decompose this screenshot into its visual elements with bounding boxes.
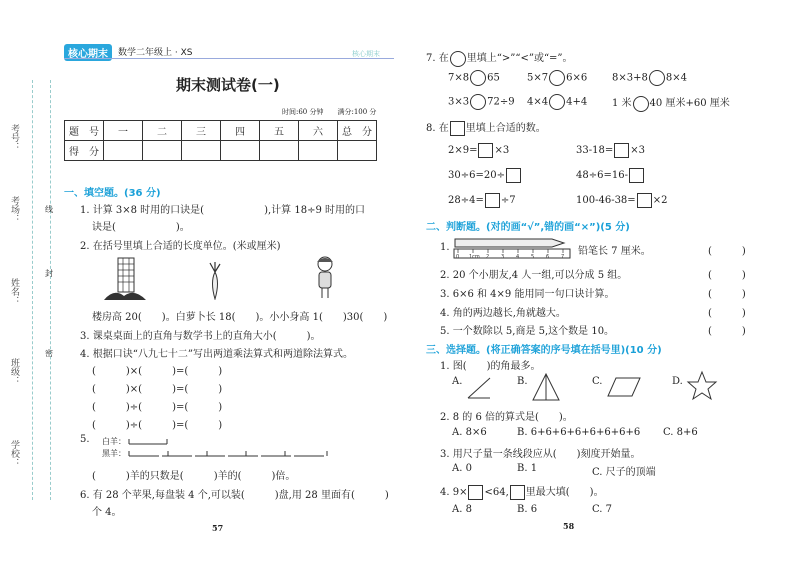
- q8-item: 100-46-38= ×2: [576, 195, 668, 206]
- choice-q3: 3. 用尺子量一条线段应从( )刻度开始量。: [440, 449, 641, 460]
- gutter-name: 姓名：: [9, 278, 19, 305]
- q2-text: 2. 在括号里填上合适的长度单位。(米或厘米): [80, 241, 281, 252]
- gutter-line-1: [32, 80, 33, 500]
- tf-item-3: 3. 6×6 和 4×9 能用同一句口诀计算。: [440, 289, 615, 300]
- tf-answer-paren[interactable]: ( ): [708, 270, 746, 281]
- section-choice-heading: 三、选择题。(将正确答案的序号填在括号里)(10 分): [426, 345, 662, 356]
- score-table: [64, 120, 377, 161]
- choice-q1-option-d[interactable]: D.: [672, 376, 683, 387]
- q4-row: ( )×( )=( ): [92, 366, 223, 377]
- triangle-icon: [531, 372, 561, 402]
- answer-box[interactable]: [478, 143, 493, 158]
- answer-box[interactable]: [629, 168, 644, 183]
- circle-blank-icon: [450, 51, 466, 67]
- ruler-label: 1cm: [469, 254, 480, 260]
- score-cell[interactable]: [299, 141, 338, 161]
- gutter-school: 学校：: [9, 440, 19, 467]
- compare-circle[interactable]: [470, 94, 486, 110]
- gutter-exam-room: 考场：: [9, 196, 19, 223]
- q5-black-bar: [128, 448, 328, 458]
- square-blank-icon: [450, 121, 465, 136]
- score-header-cell: 一: [104, 121, 143, 141]
- q1-line2: 诀是( )。: [92, 222, 190, 233]
- radish-image: [204, 262, 226, 300]
- ruler-label: 7: [561, 254, 565, 260]
- q7-row2-item: 3×3 72÷9: [448, 94, 515, 110]
- choice-q3-option-b[interactable]: B. 1: [517, 463, 538, 474]
- choice-q4-option-b[interactable]: B. 6: [517, 504, 538, 515]
- q5-white-label: 白羊：: [102, 437, 126, 446]
- q8-item: 28÷4= ÷7: [448, 195, 516, 206]
- q7-row1-item: 5×7 6×6: [527, 70, 587, 86]
- q5-answer: ( )羊的只数是( )羊的( )倍。: [92, 471, 296, 482]
- page-number-left: 57: [212, 523, 224, 533]
- score-header-cell: 题 号: [65, 121, 104, 141]
- answer-box[interactable]: [485, 193, 500, 208]
- tf-item-4: 4. 角的两边越长,角就越大。: [440, 308, 566, 319]
- angle-icon: [466, 374, 492, 400]
- q1-line1: 1. 计算 3×8 时用的口诀是( ),计算 18÷9 时用的口: [80, 205, 365, 216]
- score-cell[interactable]: [260, 141, 299, 161]
- q7-row1-item: 8×3+8 8×4: [612, 70, 687, 86]
- ruler-label: 5: [531, 254, 535, 260]
- q4-row: ( )÷( )=( ): [92, 420, 223, 431]
- answer-box[interactable]: [614, 143, 629, 158]
- ruler-label: 6: [546, 254, 550, 260]
- seal-char-line: 线: [45, 205, 53, 214]
- page-number-right: 58: [563, 521, 575, 531]
- exam-meta: 时间:60 分钟 满分:100 分: [282, 108, 377, 116]
- star-icon: [686, 370, 718, 402]
- ruler-label: 4: [516, 254, 520, 260]
- tf-item-2: 2. 20 个小朋友,4 人一组,可以分成 5 组。: [440, 270, 628, 281]
- header-subject: 数学二年级上 · XS: [118, 48, 193, 58]
- tf-answer-paren[interactable]: ( ): [708, 289, 746, 300]
- score-header-cell: 四: [221, 121, 260, 141]
- pencil-ruler-image: [452, 236, 572, 260]
- choice-q4-option-a[interactable]: A. 8: [452, 504, 472, 515]
- score-header-cell: 六: [299, 121, 338, 141]
- q7-heading-a: 7. 在: [426, 53, 449, 64]
- q8-heading: 8. 在 里填上合适的数。: [426, 123, 546, 134]
- tf-item-5: 5. 一个数除以 5,商是 5,这个数是 10。: [440, 326, 615, 337]
- choice-q1-option-b[interactable]: B.: [517, 376, 528, 387]
- compare-circle[interactable]: [470, 70, 486, 86]
- score-header-cell: 五: [260, 121, 299, 141]
- choice-q2-option-b[interactable]: B. 6+6+6+6+6+6+6+6: [517, 427, 641, 438]
- answer-box: [510, 485, 525, 500]
- q8-item: 33-18= ×3: [576, 145, 645, 156]
- tf-answer-paren[interactable]: ( ): [708, 326, 746, 337]
- score-cell[interactable]: [104, 141, 143, 161]
- ruler-label: 0: [456, 254, 460, 260]
- score-header-cell: 总 分: [338, 121, 377, 141]
- seal-char-seal: 封: [45, 269, 53, 278]
- choice-q1-option-a[interactable]: A.: [452, 376, 463, 387]
- gutter-line-2: [50, 80, 51, 500]
- q5-number: 5.: [80, 434, 90, 445]
- score-header-cell: 二: [143, 121, 182, 141]
- choice-q2-option-a[interactable]: A. 8×6: [452, 427, 487, 438]
- q4-row: ( )÷( )=( ): [92, 402, 223, 413]
- choice-q2: 2. 8 的 6 倍的算式是( )。: [440, 412, 573, 423]
- answer-box[interactable]: [637, 193, 652, 208]
- compare-circle[interactable]: [633, 96, 649, 112]
- compare-circle[interactable]: [549, 70, 565, 86]
- ruler-label: 2: [486, 254, 490, 260]
- score-row-label: 得 分: [65, 141, 104, 161]
- q4-row: ( )×( )=( ): [92, 384, 223, 395]
- q8-item: 2×9= ×3: [448, 145, 510, 156]
- choice-q1-option-c[interactable]: C.: [592, 376, 603, 387]
- q7-row1-item: 7×8 65: [448, 70, 500, 86]
- parallelogram-icon: [606, 376, 642, 398]
- q7-heading-b: 里填上“>”“<”或“=”。: [466, 53, 573, 64]
- page-title: 期末测试卷(一): [176, 76, 280, 94]
- tf-answer-paren[interactable]: ( ): [708, 308, 746, 319]
- q6-line2: 个 4。: [92, 507, 122, 518]
- q8-item: 30÷6=20÷: [448, 168, 522, 183]
- building-image: [102, 256, 148, 302]
- section-true-false-heading: 二、判断题。(对的画“√”,错的画“×”)(5 分): [426, 222, 630, 233]
- header-rule: [64, 58, 394, 59]
- tf-item-1: 1.: [440, 242, 450, 253]
- score-cell[interactable]: [182, 141, 221, 161]
- choice-q1: 1. 图( )的角最多。: [440, 361, 541, 372]
- compare-circle[interactable]: [549, 94, 565, 110]
- header-right-mark: 核心期末: [352, 50, 380, 58]
- ruler-label: 3: [501, 254, 505, 260]
- q5-black-label: 黑羊：: [102, 449, 126, 458]
- q4-text: 4. 根据口诀“八九七十二”写出两道乘法算式和两道除法算式。: [80, 349, 353, 360]
- seal-char-secret: 密: [45, 349, 53, 358]
- score-cell[interactable]: [338, 141, 377, 161]
- q7-heading: [426, 49, 573, 67]
- score-cell[interactable]: [143, 141, 182, 161]
- choice-q2-option-c[interactable]: C. 8+6: [663, 427, 698, 438]
- girl-image: [310, 254, 340, 300]
- q8-item: 48÷6=16-: [576, 168, 645, 183]
- gutter-exam-number: 考号：: [9, 124, 19, 151]
- choice-q3-option-c[interactable]: C. 尺子的顶端: [592, 467, 656, 478]
- q3-text: 3. 课桌桌面上的直角与数学书上的直角大小( )。: [80, 331, 321, 342]
- q7-row2-item: 4×4 4+4: [527, 94, 587, 110]
- score-cell[interactable]: [221, 141, 260, 161]
- q6-line1: 6. 有 28 个苹果,每盘装 4 个,可以装( )盘,用 28 里面有( ): [80, 490, 389, 501]
- q5-white-bar: [128, 436, 168, 446]
- compare-circle[interactable]: [649, 70, 665, 86]
- tf-answer-paren[interactable]: ( ): [708, 246, 746, 257]
- q7-row2-item: 1 米 40 厘米+60 厘米: [612, 94, 730, 112]
- answer-box: [468, 485, 483, 500]
- score-header-cell: 三: [182, 121, 221, 141]
- q2-answers: 楼房高 20( )。白萝卜长 18( )。小小身高 1( )30( ): [92, 312, 388, 323]
- choice-q4-option-c[interactable]: C. 7: [592, 504, 613, 515]
- tf-item-1-tail: 铅笔长 7 厘米。: [578, 246, 651, 257]
- brand-logo: 核心期末: [64, 44, 112, 61]
- choice-q3-option-a[interactable]: A. 0: [452, 463, 472, 474]
- gutter-class: 班级：: [9, 358, 19, 385]
- choice-q4: 4. 9× <64, 里最大填( )。: [440, 487, 604, 498]
- section-fill-in-heading: 一、填空题。(36 分): [64, 188, 161, 199]
- answer-box[interactable]: [506, 168, 521, 183]
